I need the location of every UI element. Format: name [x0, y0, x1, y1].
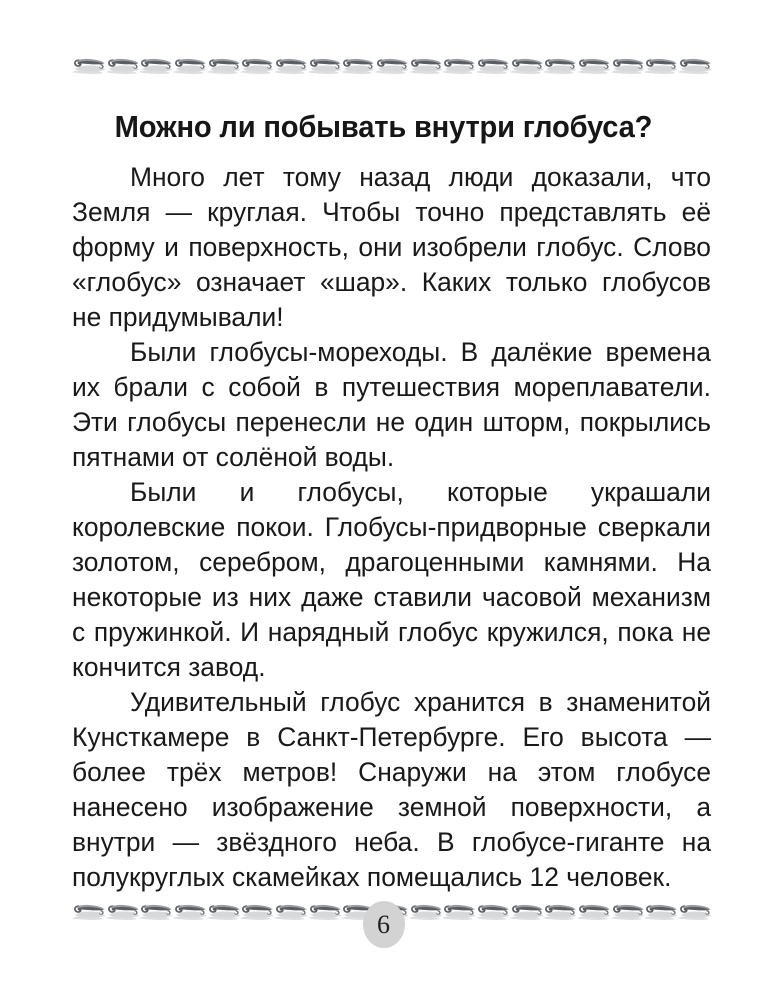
spiral-flourish-icon — [543, 52, 576, 82]
spiral-flourish-icon — [139, 898, 172, 928]
spiral-flourish-icon — [577, 898, 610, 928]
spiral-flourish-icon — [274, 898, 307, 928]
body-paragraph: Много лет тому назад люди доказали, что Земля — круглая. Чтобы точно представлять её форму и поверхность, они изобрели глобус. Слово «глобус» означает «шар». Каких только глобусов не придумывали! — [72, 162, 711, 332]
page-number-label: 6 — [377, 909, 390, 939]
page-title: Можно ли побывать внутри глобуса? — [114, 108, 653, 144]
spiral-flourish-icon — [543, 898, 576, 928]
spiral-flourish-icon — [173, 898, 206, 928]
spiral-flourish-icon — [476, 52, 509, 82]
article-body — [72, 160, 711, 895]
spiral-flourish-icon — [375, 52, 408, 82]
spiral-flourish-icon — [240, 52, 273, 82]
spiral-flourish-icon — [611, 898, 644, 928]
ornament-motif-row — [72, 52, 711, 82]
page-number-badge — [363, 901, 405, 948]
spiral-flourish-icon — [341, 52, 374, 82]
top-ornament-band — [72, 52, 711, 82]
spiral-flourish-icon — [72, 52, 105, 82]
spiral-flourish-icon — [442, 52, 475, 82]
spiral-flourish-icon — [308, 52, 341, 82]
spiral-flourish-icon — [442, 898, 475, 928]
spiral-flourish-icon — [274, 52, 307, 82]
spiral-flourish-icon — [644, 52, 677, 82]
spiral-flourish-icon — [308, 898, 341, 928]
spiral-flourish-icon — [678, 52, 711, 82]
spiral-flourish-icon — [240, 898, 273, 928]
spiral-flourish-icon — [106, 898, 139, 928]
spiral-flourish-icon — [207, 52, 240, 82]
spiral-flourish-icon — [173, 52, 206, 82]
spiral-flourish-icon — [409, 52, 442, 82]
spiral-flourish-icon — [207, 898, 240, 928]
spiral-flourish-icon — [476, 898, 509, 928]
spiral-flourish-icon — [678, 898, 711, 928]
body-paragraph: Удивительный глобус хранится в знаменитой Кунсткамере в Санкт-Петербурге. Его высота — более трёх метров! Снаружи на этом глобусе нанесено изображение земной поверхности, а внутри — звёздного неба. В глобусе-гиганте на полукруглых скамейках помещались 12 человек. — [72, 687, 711, 892]
spiral-flourish-icon — [644, 898, 677, 928]
body-paragraph: Были глобусы-мореходы. В далёкие времена их брали с собой в путешествия мореплаватели. Эти глобусы перенесли не один шторм, покрылись пятнами от солёной воды. — [72, 337, 711, 472]
spiral-flourish-icon — [510, 52, 543, 82]
spiral-flourish-icon — [510, 898, 543, 928]
spiral-flourish-icon — [72, 898, 105, 928]
spiral-flourish-icon — [611, 52, 644, 82]
spiral-flourish-icon — [577, 52, 610, 82]
spiral-flourish-icon — [106, 52, 139, 82]
body-paragraph: Были и глобусы, которые украшали королевские покои. Глобусы-придворные сверкали золотом, серебром, драгоценными камнями. На некоторые из них даже ставили часовой механизм с пружинкой. И нарядный глобус кружился, пока не кончится завод. — [72, 477, 711, 682]
spiral-flourish-icon — [409, 898, 442, 928]
spiral-flourish-icon — [139, 52, 172, 82]
